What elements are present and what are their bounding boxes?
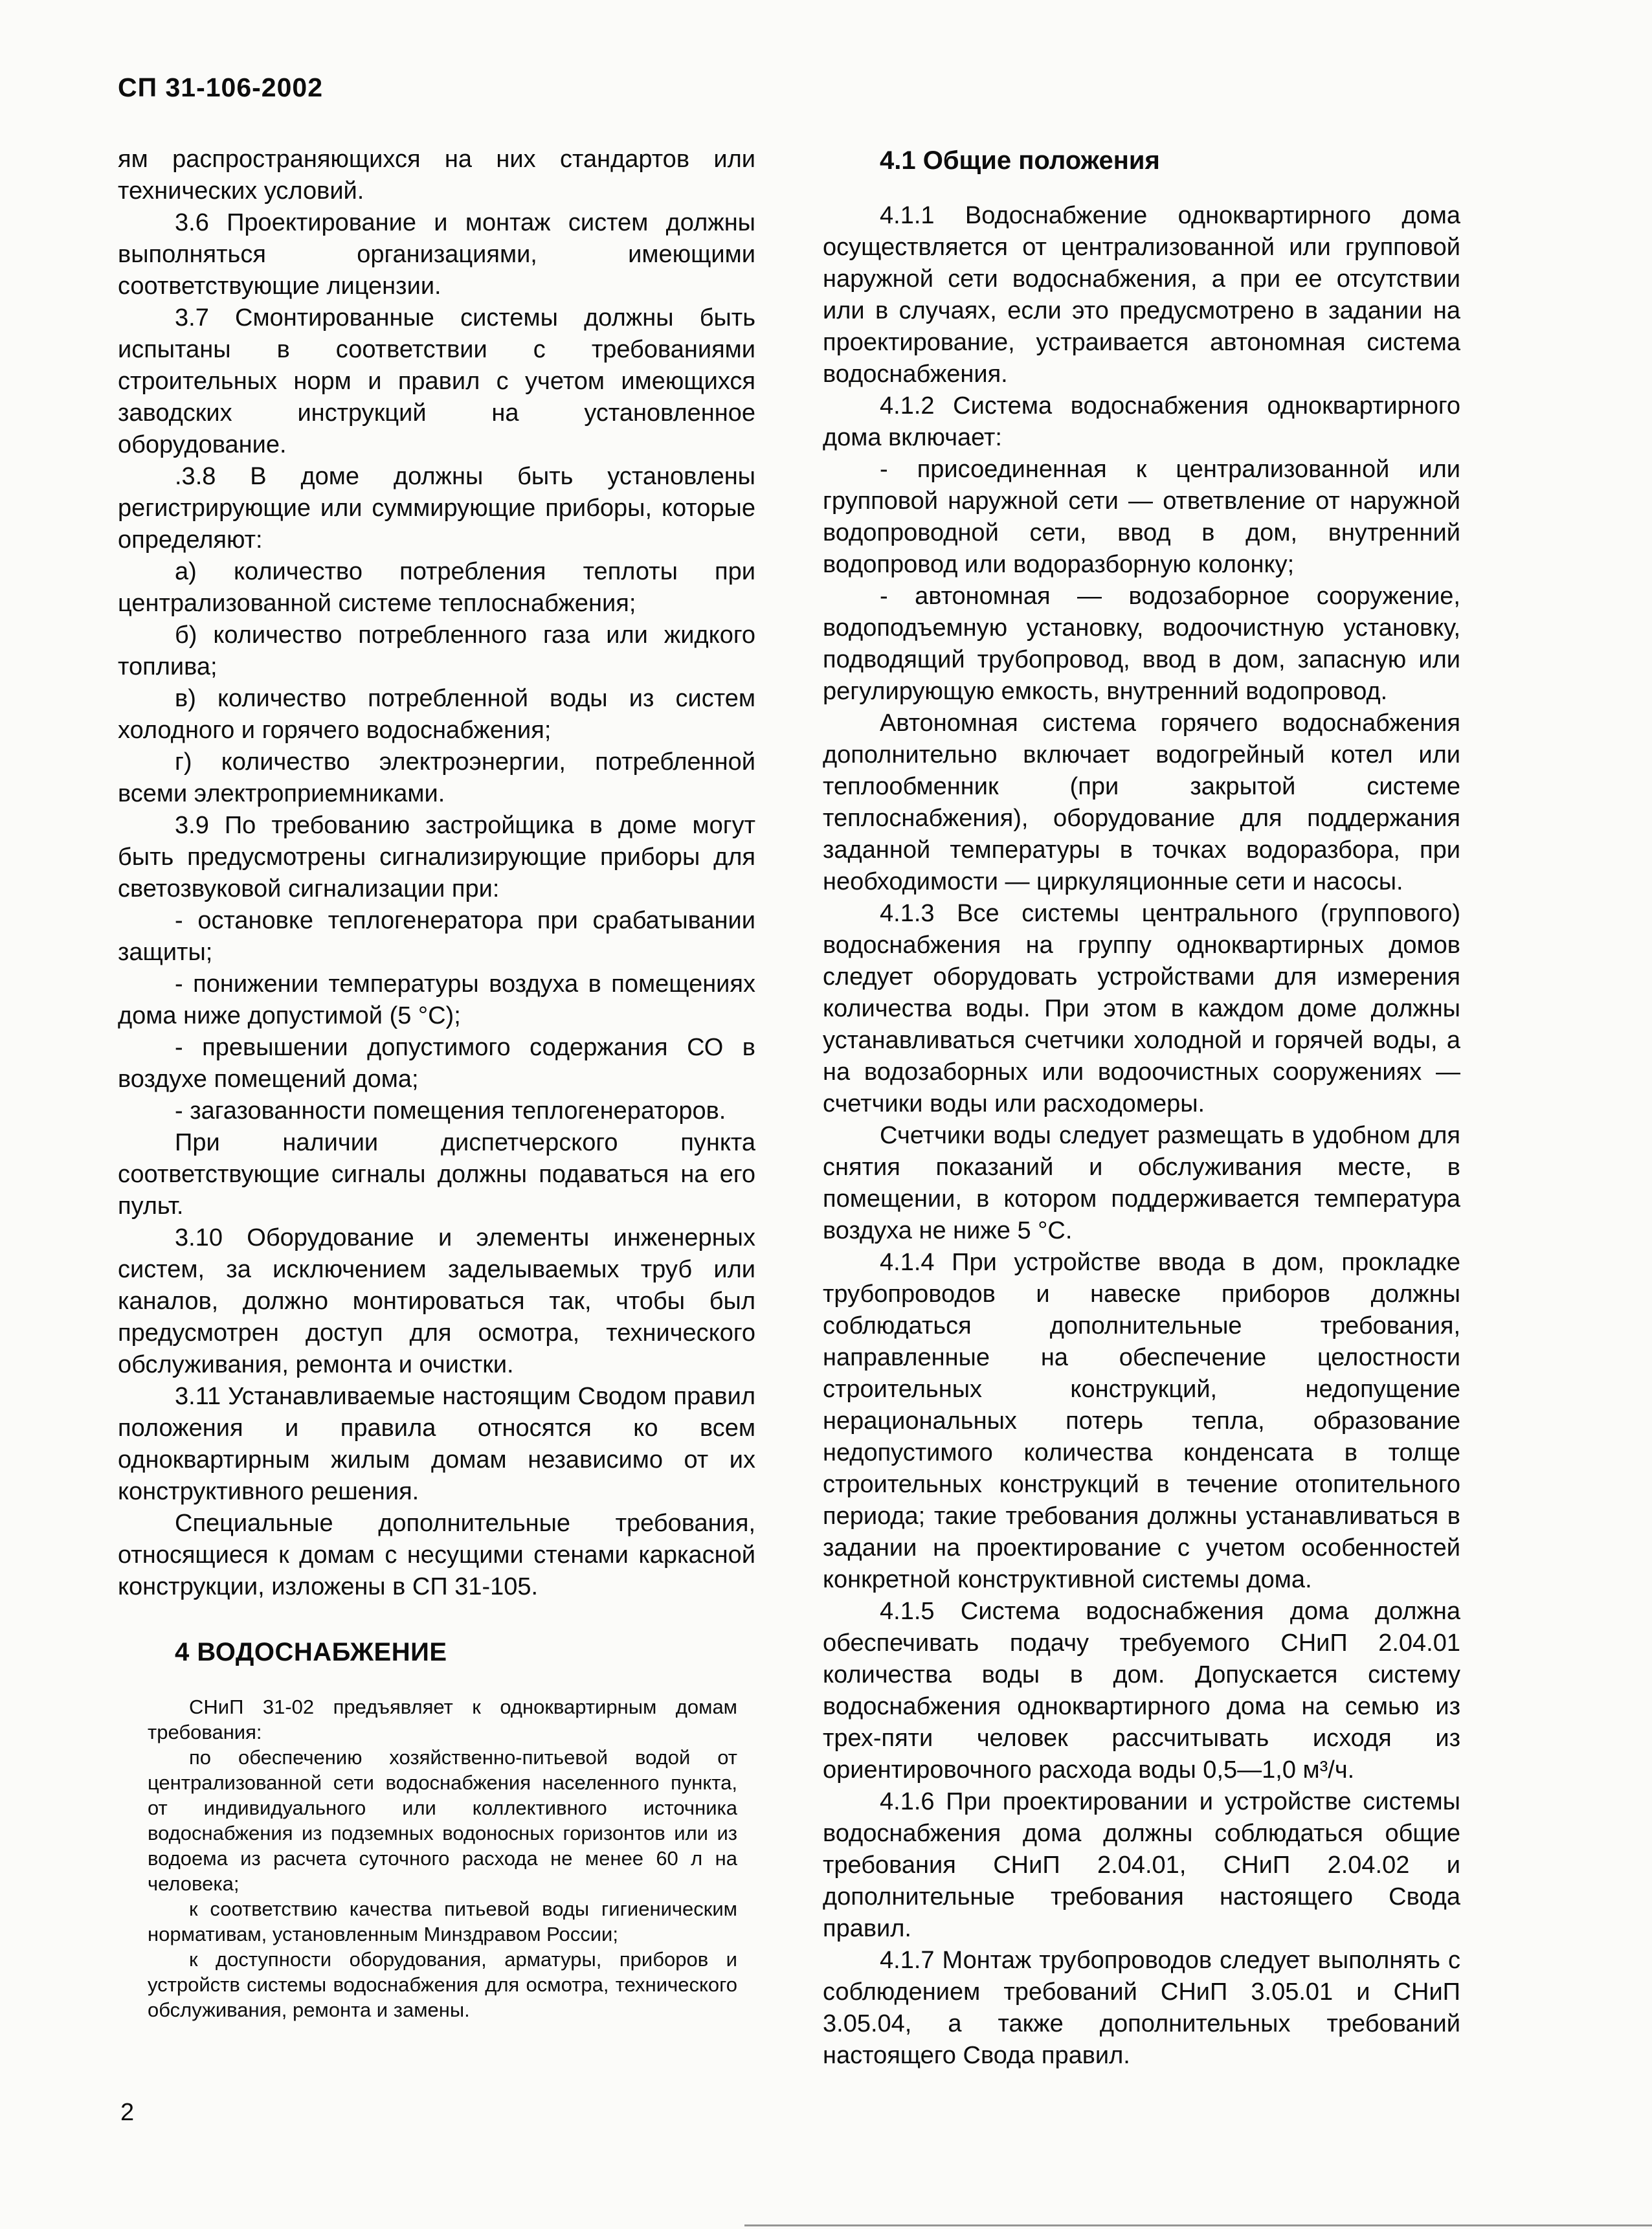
special-requirements-note: Специальные дополнительные требования, относящиеся к домам с несущими стенами каркасной конструкции, изложены в СП 31-105. xyxy=(118,1510,755,1600)
paragraph-continuation: ям распространяющихся на них стандартов или технических условий. xyxy=(118,146,755,205)
system-item-connected: - присоединенная к централизованной или групповой наружной сети — ответвление от наружной водопроводной сети, ввод в дом, внутренний водопровод или водоразборную колонку; xyxy=(823,456,1460,578)
list-item-v: в) количество потребленной воды из систем холодного и горячего водоснабжения; xyxy=(118,685,755,744)
snip-requirement-3: к доступности оборудования, арматуры, приборов и устройств системы водоснабжения для осмотра, технического обслуживания, ремонта и замены. xyxy=(148,1948,737,2021)
scan-artifact-line xyxy=(744,2224,1652,2226)
list-item-b: б) количество потребленного газа или жидкого топлива; xyxy=(118,622,755,680)
section-4-heading: 4 ВОДОСНАБЖЕНИЕ xyxy=(175,1638,447,1666)
list-item-a: а) количество потребления теплоты при централизованной системе теплоснабжения; xyxy=(118,558,755,617)
clause-4-1-4: 4.1.4 При устройстве ввода в дом, прокладке трубопроводов и навеске приборов должны соблюдаться дополнительные требования, направленные на обеспечение целостности строительных конструкций, недопущение нерациональных потерь тепла, образование недопустимого количества конденсата в толще строительных конструкций в течение отопительного периода; такие требования должны устанавливаться в задании на проектирование с учетом особенностей конкретной конструктивной системы дома. xyxy=(823,1249,1460,1593)
right-column xyxy=(823,144,1460,2072)
clause-3-8: .3.8 В доме должны быть установлены регистрирующие или суммирующие приборы, которые определяют: xyxy=(118,463,755,554)
clause-3-10: 3.10 Оборудование и элементы инженерных систем, за исключением заделываемых труб или каналов, должно монтироваться так, чтобы был предусмотрен доступ для осмотра, технического обслуживания, ремонта и очистки. xyxy=(118,1224,755,1378)
signal-item-4: - загазованности помещения теплогенераторов. xyxy=(175,1097,726,1125)
signal-item-3: - превышении допустимого содержания СО в воздухе помещений дома; xyxy=(118,1034,755,1093)
two-column-layout xyxy=(118,144,1460,2072)
snip-requirements-block xyxy=(148,1694,737,2022)
section-4-1-heading: 4.1 Общие положения xyxy=(880,146,1160,175)
snip-requirement-2: к соответствию качества питьевой воды гигиеническим нормативам, установленным Минздравом России; xyxy=(148,1898,737,1945)
clause-4-1-2: 4.1.2 Система водоснабжения одноквартирного дома включает: xyxy=(823,392,1460,451)
left-column xyxy=(118,144,755,2022)
clause-4-1-7: 4.1.7 Монтаж трубопроводов следует выполнять с соблюдением требований СНиП 3.05.01 и СНиП 3.05.04, а также дополнительных требований настоящего Свода правил. xyxy=(823,1947,1460,2069)
clause-4-1-6: 4.1.6 При проектировании и устройстве системы водоснабжения дома должны соблюдаться общие требования СНиП 2.04.01, СНиП 2.04.02 и дополнительные требования настоящего Свода правил. xyxy=(823,1788,1460,1942)
clause-4-1-1: 4.1.1 Водоснабжение одноквартирного дома осуществляется от централизованной или групповой наружной сети водоснабжения, а при ее отсутствии или в случаях, если это предусмотрено в задании на проектирование, устраивается автономная система водоснабжения. xyxy=(823,202,1460,388)
snip-intro: СНиП 31-02 предъявляет к одноквартирным домам требования: xyxy=(148,1696,737,1743)
clause-3-6: 3.6 Проектирование и монтаж систем должны выполняться организациями, имеющими соответствующие лицензии. xyxy=(118,209,755,300)
signal-item-2: - понижении температуры воздуха в помещениях дома ниже допустимой (5 °С); xyxy=(118,970,755,1029)
dispatch-note: При наличии диспетчерского пункта соответствующие сигналы должны подаваться на его пульт. xyxy=(118,1129,755,1220)
hot-water-note: Автономная система горячего водоснабжения дополнительно включает водогрейный котел или теплообменник (при закрытой системе теплоснабжения), оборудование для поддержания заданной температуры в точках водоразбора, при необходимости — циркуляционные сети и насосы. xyxy=(823,710,1460,895)
clause-4-1-3: 4.1.3 Все системы центрального (группового) водоснабжения на группу одноквартирных домов следует оборудовать устройствами для измерения количества воды. При этом в каждом доме должны устанавливаться счетчики холодной и горячей воды, а на водозаборных или водоочистных сооружениях — счетчики воды или расходомеры. xyxy=(823,900,1460,1117)
doc-number: СП 31-106-2002 xyxy=(118,73,323,102)
water-meters-note: Счетчики воды следует размещать в удобном для снятия показаний и обслуживания месте, в помещении, в котором поддерживается температура воздуха не ниже 5 °С. xyxy=(823,1122,1460,1244)
system-item-autonomous: - автономная — водозаборное сооружение, водоподъемную установку, водоочистную установку, подводящий трубопровод, ввод в дом, запасную или регулирующую емкость, внутренний водопровод. xyxy=(823,583,1460,705)
clause-4-1-5: 4.1.5 Система водоснабжения дома должна обеспечивать подачу требуемого СНиП 2.04.01 количества воды в дом. Допускается систему водоснабжения одноквартирного дома на семью из трех-пяти человек рассчитывать исходя из ориентировочного расхода воды 0,5—1,0 м³/ч. xyxy=(823,1598,1460,1784)
clause-3-11: 3.11 Устанавливаемые настоящим Сводом правил положения и правила относятся ко всем одноквартирным жилым домам независимо от их конструктивного решения. xyxy=(118,1383,755,1505)
snip-requirement-1: по обеспечению хозяйственно-питьевой водой от централизованной сети водоснабжения населенного пункта, от индивидуального или коллективного источника водоснабжения из подземных водоносных горизонтов или из водоема из расчета суточного расхода не менее 60 л на человека; xyxy=(148,1746,737,1895)
clause-3-7: 3.7 Смонтированные системы должны быть испытаны в соответствии с требованиями строительных норм и правил с учетом имеющихся заводских инструкций на установленное оборудование. xyxy=(118,304,755,458)
page-number: 2 xyxy=(120,2099,135,2126)
list-item-g: г) количество электроэнергии, потребленной всеми электроприемниками. xyxy=(118,748,755,807)
signal-item-1: - остановке теплогенератора при срабатывании защиты; xyxy=(118,907,755,966)
clause-3-9: 3.9 По требованию застройщика в доме могут быть предусмотрены сигнализирующие приборы для светозвуковой сигнализации при: xyxy=(118,812,755,902)
